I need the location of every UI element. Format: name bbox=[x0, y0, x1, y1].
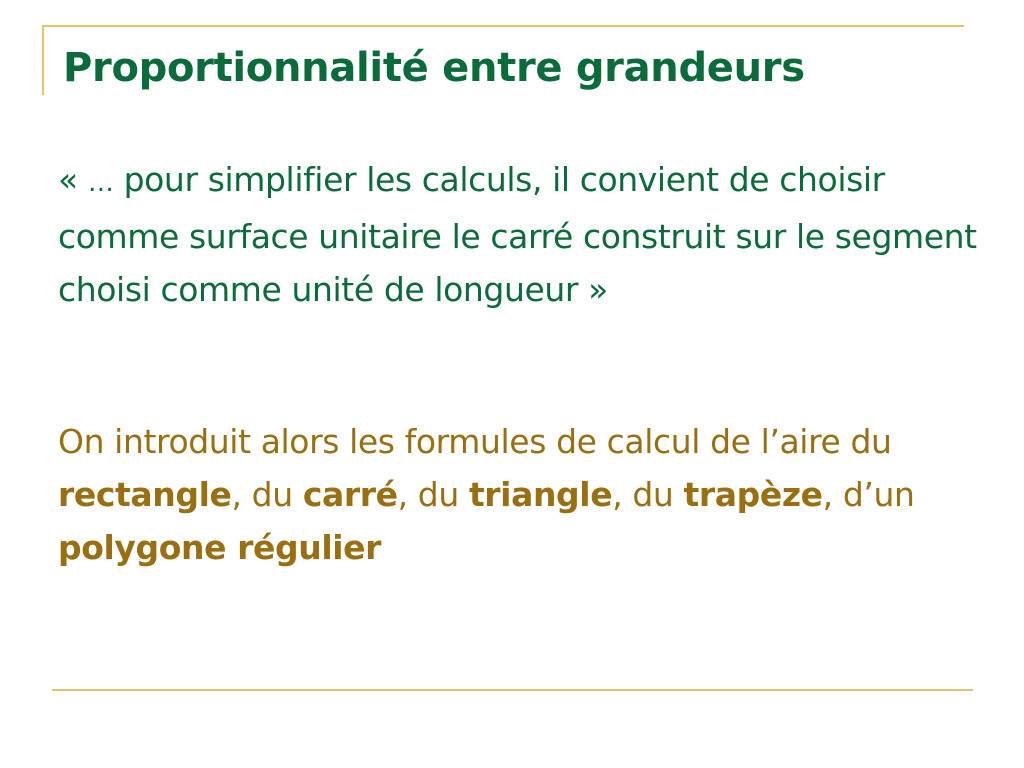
paragraph-sep-4: , d’un bbox=[822, 475, 915, 514]
term-polygone-regulier: polygone régulier bbox=[58, 528, 382, 567]
term-rectangle: rectangle bbox=[58, 475, 232, 514]
bottom-divider bbox=[52, 689, 973, 691]
paragraph-intro: On introduit alors les formules de calcul de l’aire du bbox=[58, 422, 892, 461]
top-left-accent-bar bbox=[42, 25, 44, 95]
paragraph-sep-2: , du bbox=[397, 475, 469, 514]
paragraph-sep-3: , du bbox=[612, 475, 684, 514]
term-carre: carré bbox=[302, 475, 398, 514]
quote-ellipsis: … bbox=[87, 168, 114, 198]
slide-title: Proportionnalité entre grandeurs bbox=[63, 45, 805, 91]
formulas-paragraph bbox=[58, 415, 1008, 574]
paragraph-sep-1: , du bbox=[231, 475, 303, 514]
top-divider bbox=[42, 25, 964, 27]
term-trapeze: trapèze bbox=[683, 475, 823, 514]
quote-text: pour simplifier les calculs, il convient de choisir comme surface unitaire le carré construit sur le segment choisi comme unité de longueur » bbox=[58, 160, 977, 309]
quote-paragraph bbox=[58, 153, 993, 316]
quote-open: « bbox=[58, 160, 88, 199]
term-triangle: triangle bbox=[468, 475, 613, 514]
